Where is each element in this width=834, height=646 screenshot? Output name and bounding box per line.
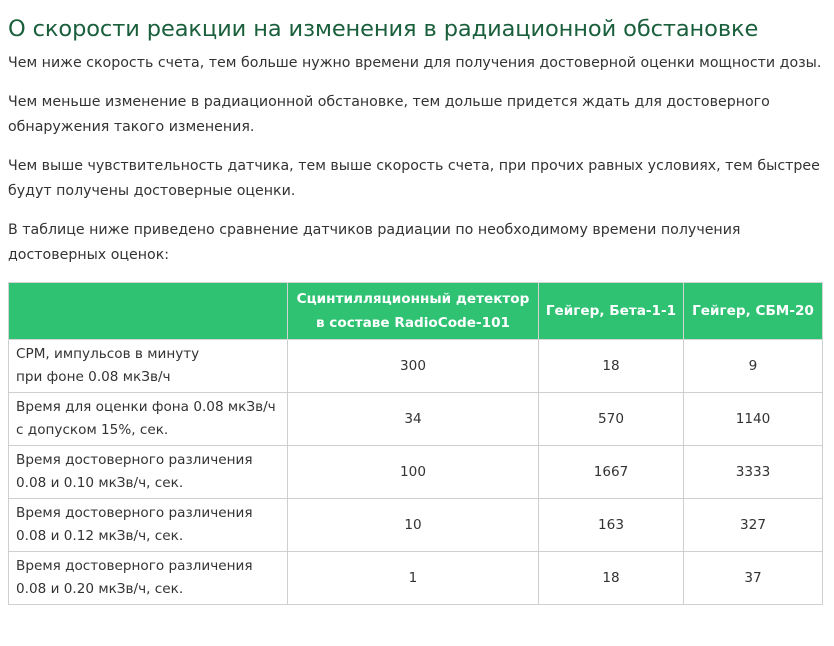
header-geiger-sbm-label: Гейгер, СБМ-20 bbox=[692, 303, 814, 319]
row-label bbox=[9, 340, 288, 393]
cell-scintillation: 300 bbox=[288, 340, 539, 393]
header-geiger-beta bbox=[539, 283, 684, 340]
paragraph-count-rate: Чем ниже скорость счета, тем больше нужно времени для получения достоверной оценки мощности дозы. bbox=[8, 55, 822, 71]
row-label-line1: Время достоверного различения bbox=[16, 452, 253, 468]
article bbox=[8, 0, 834, 268]
cell-scintillation: 34 bbox=[288, 393, 539, 446]
table-row bbox=[9, 393, 823, 446]
cell-geiger-beta: 163 bbox=[539, 499, 684, 552]
page-title: О скорости реакции на изменения в радиационной обстановке bbox=[8, 16, 759, 42]
row-label-line1: Время достоверного различения bbox=[16, 558, 253, 574]
cell-geiger-sbm: 1140 bbox=[684, 393, 823, 446]
cell-scintillation: 10 bbox=[288, 499, 539, 552]
row-label bbox=[9, 393, 288, 446]
cell-geiger-beta: 570 bbox=[539, 393, 684, 446]
cell-geiger-beta: 18 bbox=[539, 552, 684, 605]
header-empty bbox=[9, 283, 288, 340]
row-label bbox=[9, 499, 288, 552]
cell-geiger-sbm: 327 bbox=[684, 499, 823, 552]
header-scintillation bbox=[288, 283, 539, 340]
row-label-line1: Время для оценки фона 0.08 мкЗв/ч bbox=[16, 399, 276, 415]
header-geiger-sbm bbox=[684, 283, 823, 340]
table-row bbox=[9, 552, 823, 605]
cell-geiger-sbm: 3333 bbox=[684, 446, 823, 499]
header-scintillation-line1: Сцинтилляционный детектор bbox=[296, 291, 530, 307]
row-label bbox=[9, 446, 288, 499]
row-label-line2: с допуском 15%, сек. bbox=[16, 422, 169, 438]
header-scintillation-line2: в составе RadioCode-101 bbox=[315, 315, 511, 331]
header-geiger-beta-label: Гейгер, Бета-1-1 bbox=[545, 303, 677, 319]
cell-geiger-beta: 18 bbox=[539, 340, 684, 393]
table-row bbox=[9, 499, 823, 552]
row-label-line1: CPM, импульсов в минуту bbox=[16, 346, 200, 362]
row-label bbox=[9, 552, 288, 605]
table-row bbox=[9, 446, 823, 499]
paragraph-change-size: Чем меньше изменение в радиационной обстановке, тем дольше придется ждать для достоверного обнаружения такого изменения. bbox=[8, 94, 770, 135]
row-label-line2: 0.08 и 0.10 мкЗв/ч, сек. bbox=[16, 475, 184, 491]
comparison-table bbox=[8, 282, 823, 605]
row-label-line2: при фоне 0.08 мкЗв/ч bbox=[16, 369, 171, 385]
paragraph-table-intro: В таблице ниже приведено сравнение датчиков радиации по необходимому времени получения достоверных оценок: bbox=[8, 222, 741, 263]
row-label-line1: Время достоверного различения bbox=[16, 505, 253, 521]
cell-geiger-sbm: 37 bbox=[684, 552, 823, 605]
table-row bbox=[9, 340, 823, 393]
cell-geiger-beta: 1667 bbox=[539, 446, 684, 499]
row-label-line2: 0.08 и 0.12 мкЗв/ч, сек. bbox=[16, 528, 184, 544]
cell-geiger-sbm: 9 bbox=[684, 340, 823, 393]
paragraph-sensitivity: Чем выше чувствительность датчика, тем выше скорость счета, при прочих равных условиях, тем быстрее будут получены достоверные оценки. bbox=[8, 158, 820, 199]
table-header-row bbox=[9, 283, 823, 340]
cell-scintillation: 1 bbox=[288, 552, 539, 605]
cell-scintillation: 100 bbox=[288, 446, 539, 499]
row-label-line2: 0.08 и 0.20 мкЗв/ч, сек. bbox=[16, 581, 184, 597]
